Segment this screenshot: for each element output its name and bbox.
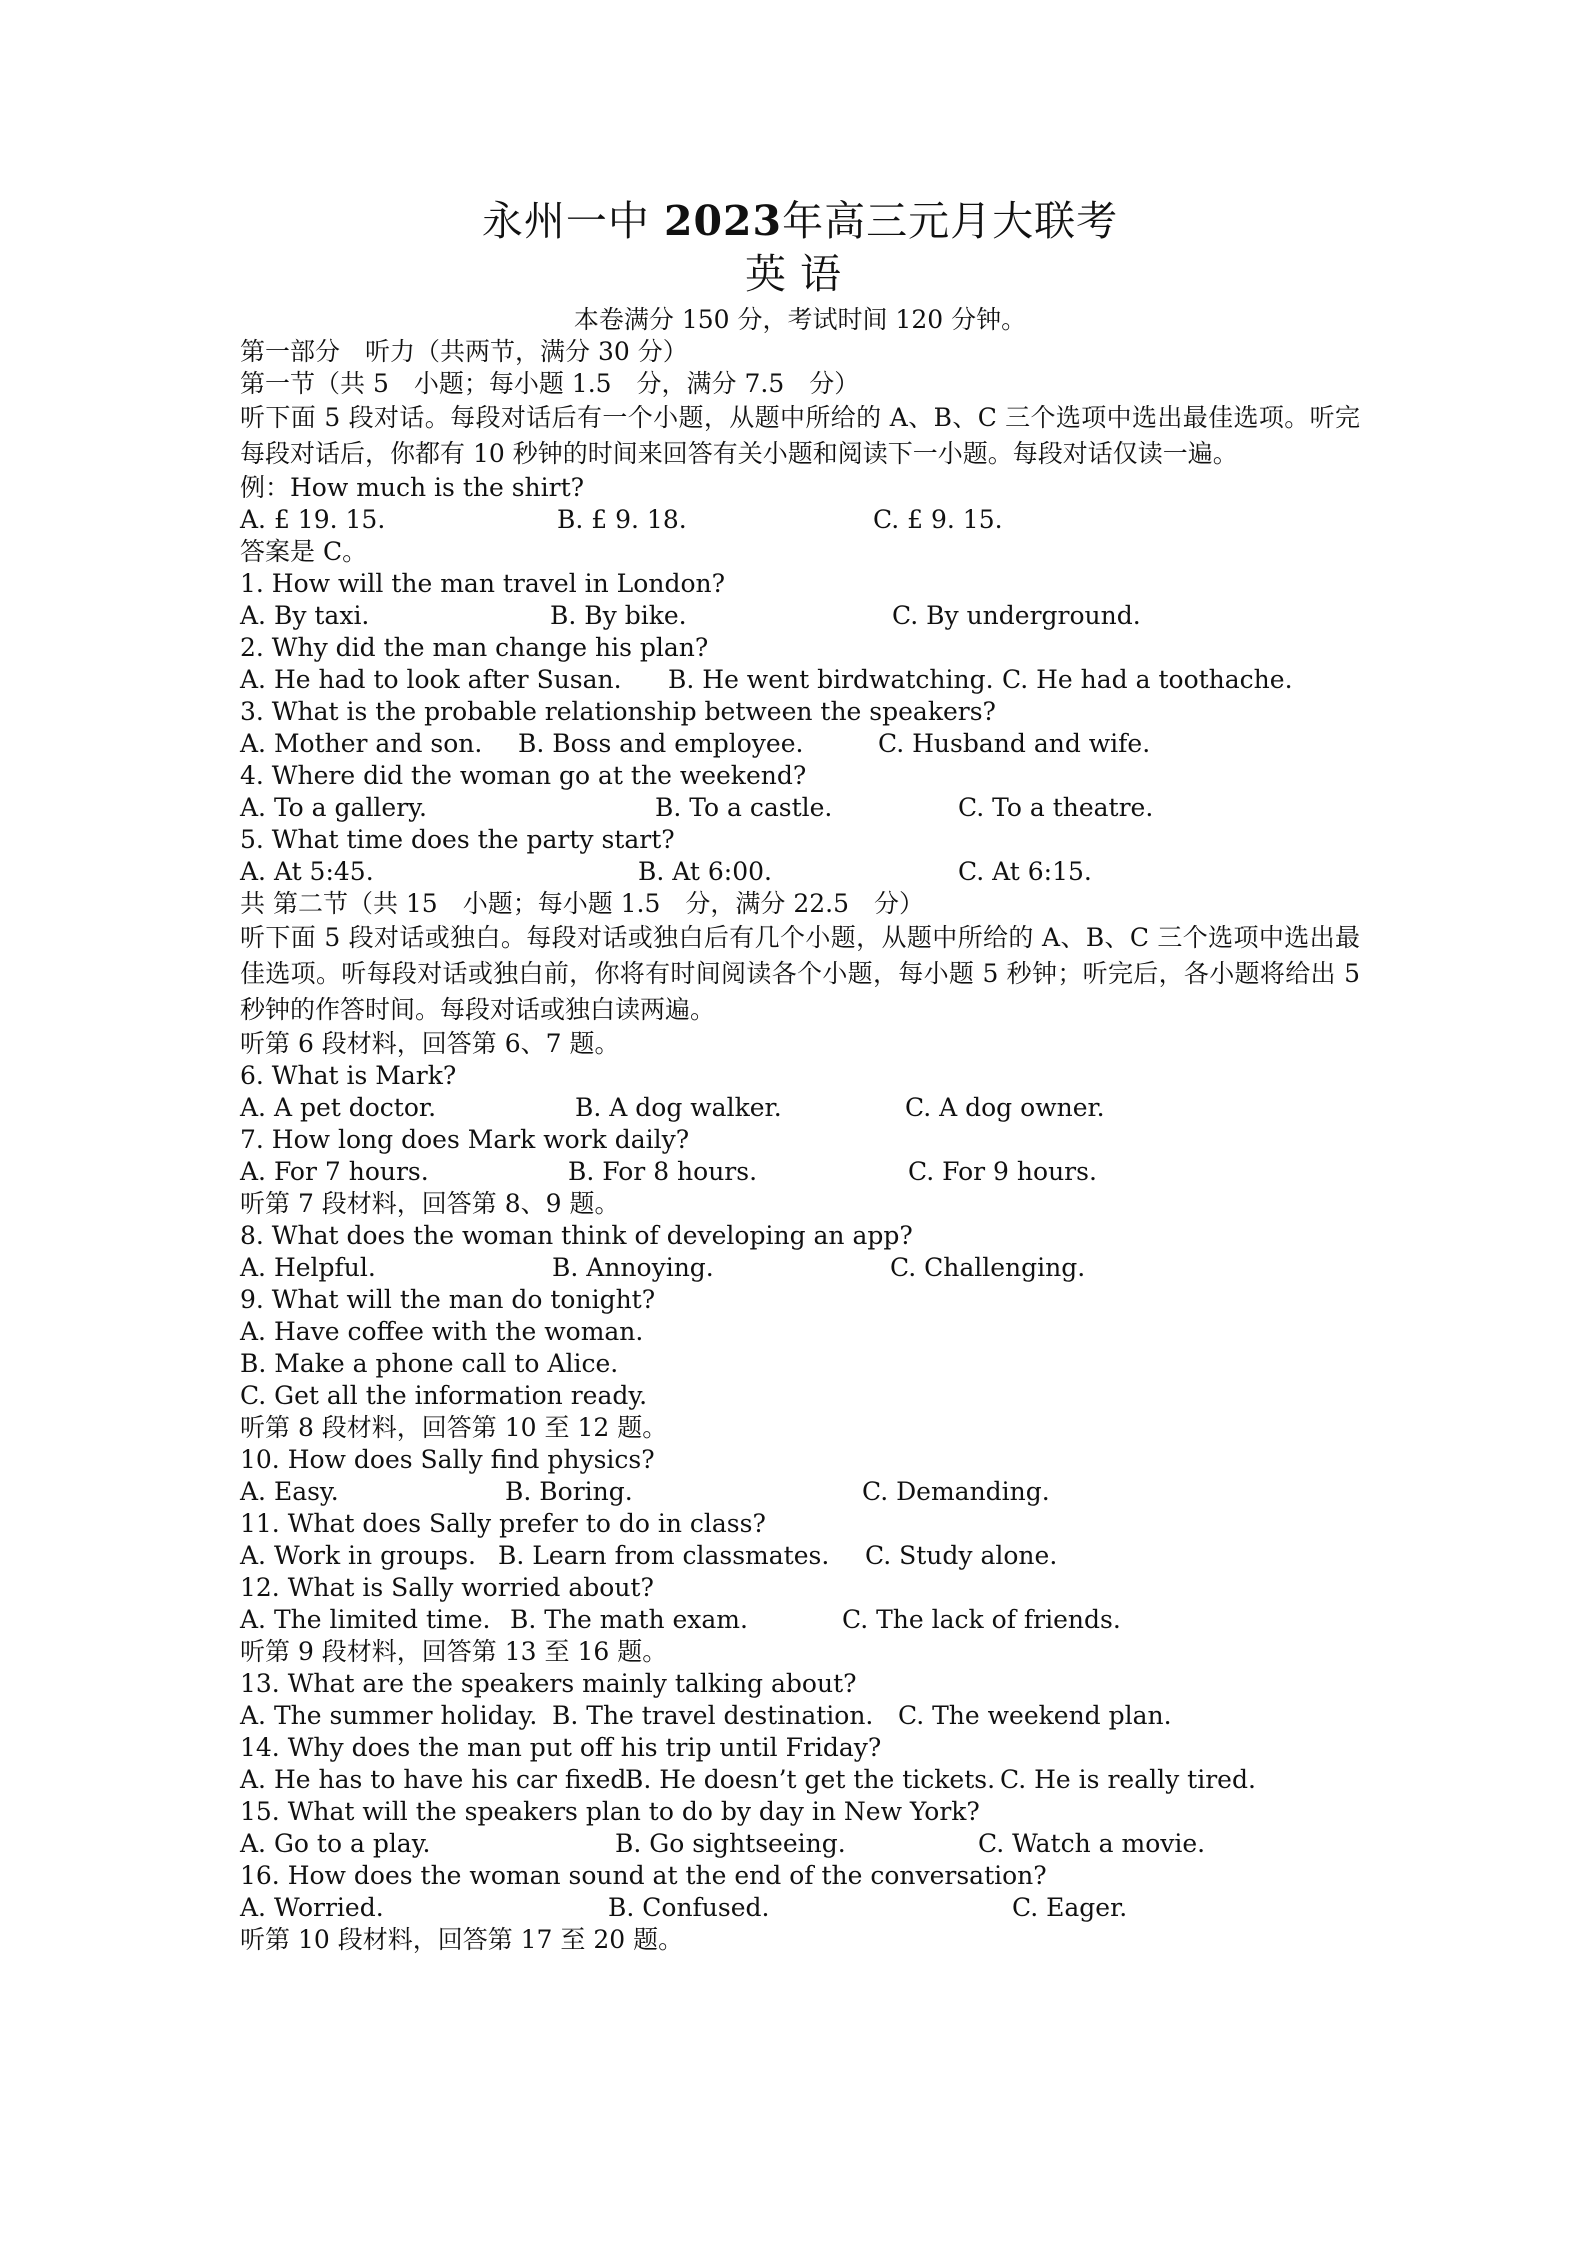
question-16-options [240, 1892, 1360, 1924]
question-13: 13. What are the speakers mainly talking about? [240, 1669, 857, 1698]
question-12-options [240, 1604, 1360, 1636]
option-a: A. For 7 hours. [240, 1157, 429, 1186]
option-b: B. The travel destination. [552, 1701, 874, 1730]
option-a: A. Work in groups. [240, 1541, 476, 1570]
question-14: 14. Why does the man put off his trip until Friday? [240, 1733, 882, 1762]
example-question: 例：How much is the shirt? [240, 473, 585, 502]
option-b: B. Confused. [608, 1893, 770, 1922]
question-12: 12. What is Sally worried about? [240, 1573, 654, 1602]
option-a: A. The limited time. [240, 1605, 491, 1634]
option-b: B. He doesn’t get the tickets. [625, 1765, 996, 1794]
question-16: 16. How does the woman sound at the end of the conversation? [240, 1861, 1047, 1890]
option-a: A. A pet doctor. [240, 1093, 437, 1122]
question-3: 3. What is the probable relationship between the speakers? [240, 697, 996, 726]
option-b: B. Learn from classmates. [498, 1541, 830, 1570]
option-a: A. He has to have his car fixed. [240, 1765, 635, 1794]
option-a: A. The summer holiday. [240, 1701, 538, 1730]
question-11-options [240, 1540, 1360, 1572]
question-10-options [240, 1476, 1360, 1508]
question-5: 5. What time does the party start? [240, 825, 675, 854]
material-6-heading: 听第 6 段材料，回答第 6、7 题。 [240, 1029, 620, 1058]
option-c: C. By underground. [892, 601, 1141, 630]
option-c: C. He had a toothache. [1002, 665, 1293, 694]
question-2-options [240, 664, 1360, 696]
option-c: C. For 9 hours. [908, 1157, 1097, 1186]
option-c: C. A dog owner. [905, 1093, 1105, 1122]
option-a: A. Easy. [240, 1477, 339, 1506]
example-answer: 答案是 C。 [240, 537, 368, 566]
option-a: A. At 5:45. [240, 857, 374, 886]
option-b: B. Boss and employee. [518, 729, 804, 758]
option-b: B. By bike. [550, 601, 687, 630]
exam-title [240, 196, 1360, 246]
option-a: A. Helpful. [240, 1253, 376, 1282]
option-a: A. Worried. [240, 1893, 384, 1922]
option-c: C. Watch a movie. [978, 1829, 1206, 1858]
question-13-options [240, 1700, 1360, 1732]
question-9: 9. What will the man do tonight? [240, 1285, 656, 1314]
option-a: A. £ 19. 15. [240, 505, 386, 534]
option-c: C. Eager. [1012, 1893, 1128, 1922]
question-5-options [240, 856, 1360, 888]
option-a: A. By taxi. [240, 601, 370, 630]
option-a: A. He had to look after Susan. [240, 665, 622, 694]
section2-heading: 共 第二节（共 15 小题；每小题 1.5 分，满分 22.5 分） [240, 889, 925, 918]
option-b: B. Boring. [505, 1477, 633, 1506]
option-b: B. The math exam. [510, 1605, 748, 1634]
option-a: A. Go to a play. [240, 1829, 431, 1858]
question-6-options [240, 1092, 1360, 1124]
option-c: C. He is really tired. [1000, 1765, 1256, 1794]
material-10-heading: 听第 10 段材料，回答第 17 至 20 题。 [240, 1925, 684, 1954]
option-b: B. For 8 hours. [568, 1157, 758, 1186]
option-a: A. Mother and son. [240, 729, 483, 758]
option-c: C. Study alone. [865, 1541, 1058, 1570]
example-options [240, 504, 1360, 536]
material-9-heading: 听第 9 段材料，回答第 13 至 16 题。 [240, 1637, 668, 1666]
option-c: C. The weekend plan. [898, 1701, 1172, 1730]
option-c: C. To a theatre. [958, 793, 1154, 822]
option-c: C. The lack of friends. [842, 1605, 1121, 1634]
question-9-option-c: C. Get all the information ready. [240, 1381, 648, 1410]
question-1: 1. How will the man travel in London? [240, 569, 725, 598]
option-c: C. Demanding. [862, 1477, 1050, 1506]
exam-page [240, 196, 1360, 1956]
section2-instructions: 听下面 5 段对话或独白。每段对话或独白后有几个小题，从题中所给的 A、B、C 三个选项中选出最佳选项。听每段对话或独白前，你将有时间阅读各个小题，每小题 5 秒钟；听完后，各小题将给出 5 秒钟的作答时间。每段对话或独白读两遍。 [240, 923, 1360, 1024]
option-b: B. £ 9. 18. [557, 505, 687, 534]
question-7-options [240, 1156, 1360, 1188]
section1-instructions: 听下面 5 段对话。每段对话后有一个小题，从题中所给的 A、B、C 三个选项中选出最佳选项。听完每段对话后，你都有 10 秒钟的时间来回答有关小题和阅读下一小题。每段对话仅读一遍。 [240, 403, 1360, 468]
title-school: 永州一中 [481, 197, 650, 245]
question-15: 15. What will the speakers plan to do by day in New York? [240, 1797, 980, 1826]
score-note: 本卷满分 150 分，考试时间 120 分钟。 [573, 305, 1027, 334]
question-4-options [240, 792, 1360, 824]
option-c: C. £ 9. 15. [873, 505, 1003, 534]
title-exam-name: 年高三元月大联考 [782, 197, 1119, 245]
option-b: B. He went birdwatching. [668, 665, 994, 694]
option-a: A. To a gallery. [240, 793, 427, 822]
part1-heading: 第一部分 听力（共两节，满分 30 分） [240, 337, 688, 366]
section1-heading: 第一节（共 5 小题；每小题 1.5 分，满分 7.5 分） [240, 369, 860, 398]
option-c: C. Husband and wife. [878, 729, 1151, 758]
question-1-options [240, 600, 1360, 632]
question-14-options [240, 1764, 1360, 1796]
question-4: 4. Where did the woman go at the weekend? [240, 761, 807, 790]
question-6: 6. What is Mark? [240, 1061, 457, 1090]
title-year: 2023 [663, 197, 783, 245]
material-7-heading: 听第 7 段材料，回答第 8、9 题。 [240, 1189, 620, 1218]
question-7: 7. How long does Mark work daily? [240, 1125, 690, 1154]
option-b: B. To a castle. [655, 793, 833, 822]
question-3-options [240, 728, 1360, 760]
question-11: 11. What does Sally prefer to do in class? [240, 1509, 766, 1538]
question-9-option-b: B. Make a phone call to Alice. [240, 1349, 619, 1378]
option-b: B. A dog walker. [575, 1093, 782, 1122]
question-10: 10. How does Sally find physics? [240, 1445, 655, 1474]
option-c: C. Challenging. [890, 1253, 1086, 1282]
option-b: B. Annoying. [552, 1253, 714, 1282]
option-c: C. At 6:15. [958, 857, 1092, 886]
subject-title: 英语 [745, 250, 855, 298]
material-8-heading: 听第 8 段材料，回答第 10 至 12 题。 [240, 1413, 668, 1442]
question-9-option-a: A. Have coffee with the woman. [240, 1317, 644, 1346]
question-15-options [240, 1828, 1360, 1860]
question-2: 2. Why did the man change his plan? [240, 633, 709, 662]
option-b: B. Go sightseeing. [615, 1829, 846, 1858]
question-8-options [240, 1252, 1360, 1284]
question-8: 8. What does the woman think of developing an app? [240, 1221, 913, 1250]
option-b: B. At 6:00. [638, 857, 772, 886]
